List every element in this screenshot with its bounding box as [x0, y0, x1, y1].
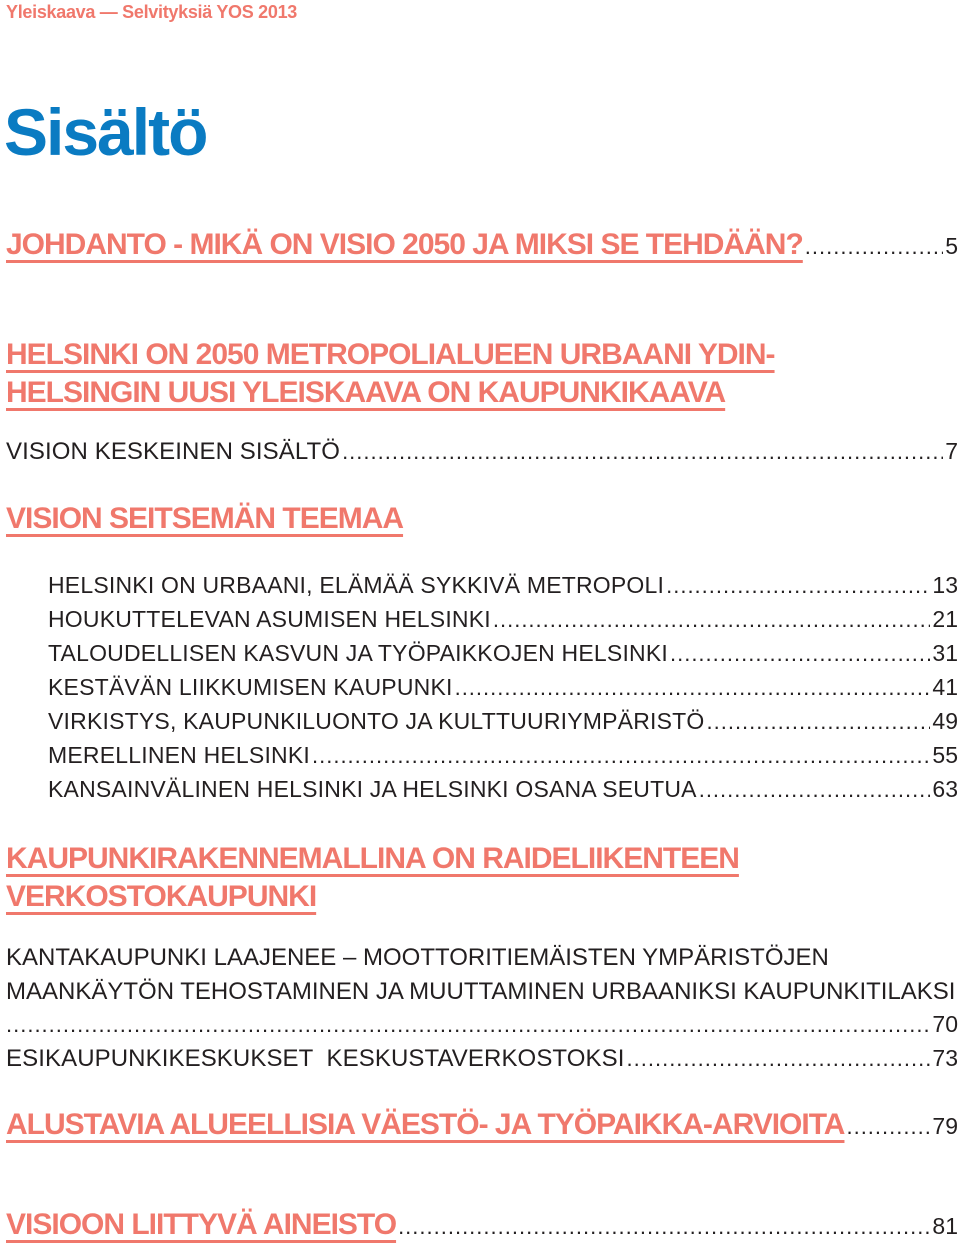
toc-entry-label: KANSAINVÄLINEN HELSINKI JA HELSINKI OSANA SEUTUA — [48, 776, 697, 802]
toc-entry-theme[interactable] — [48, 606, 958, 633]
toc-section-heading-1[interactable] — [6, 336, 775, 412]
page-number: 55 — [932, 742, 958, 768]
page-number: 70 — [932, 1011, 958, 1037]
toc-entry-intro[interactable] — [6, 228, 958, 262]
dot-leader — [846, 1114, 930, 1140]
toc-entry-label: ALUSTAVIA ALUEELLISIA VÄESTÖ- JA TYÖPAIKKA-ARVIOITA — [6, 1108, 845, 1141]
section-heading-line: HELSINGIN UUSI YLEISKAAVA ON KAUPUNKIKAAVA — [6, 376, 726, 409]
toc-entry-kantakaupunki-line2[interactable]: MAANKÄYTÖN TEHOSTAMINEN JA MUUTTAMINEN URBAANIKSI KAUPUNKITILAKSI — [6, 978, 956, 1005]
toc-entry-label: VIRKISTYS, KAUPUNKILUONTO JA KULTTUURIYMPÄRISTÖ — [48, 708, 705, 734]
page-number: 31 — [932, 640, 958, 666]
page-number: 41 — [932, 674, 958, 700]
dot-leader — [707, 709, 931, 735]
running-header: Yleiskaava — Selvityksiä YOS 2013 — [6, 2, 297, 22]
toc-entry-theme[interactable] — [48, 572, 958, 599]
toc-entry-section-4[interactable] — [6, 1108, 958, 1142]
dot-leader — [342, 439, 943, 465]
toc-entry-label: KESTÄVÄN LIIKKUMISEN KAUPUNKI — [48, 674, 453, 700]
section-heading-line: HELSINKI ON 2050 METROPOLIALUEEN URBAANI YDIN- — [6, 338, 775, 371]
dot-leader — [699, 777, 931, 803]
toc-entry-label: JOHDANTO - MIKÄ ON VISIO 2050 JA MIKSI SE TEHDÄÄN? — [6, 228, 803, 261]
toc-entry-label: HELSINKI ON URBAANI, ELÄMÄÄ SYKKIVÄ METROPOLI — [48, 572, 665, 598]
dot-leader — [493, 607, 931, 633]
toc-entry-theme[interactable] — [48, 640, 958, 667]
toc-entry-theme[interactable] — [48, 708, 958, 735]
section-heading-line: VISION SEITSEMÄN TEEMAA — [6, 502, 404, 535]
section-heading-line: KAUPUNKIRAKENNEMALLINA ON RAIDELIIKENTEEN — [6, 842, 739, 875]
section-heading-line: VERKOSTOKAUPUNKI — [6, 880, 317, 913]
page-number: 79 — [932, 1113, 958, 1139]
toc-entry-theme[interactable] — [48, 776, 958, 803]
toc-entry-label: HOUKUTTELEVAN ASUMISEN HELSINKI — [48, 606, 491, 632]
toc-entry-section-5[interactable] — [6, 1208, 958, 1242]
dot-leader — [805, 234, 943, 260]
dot-leader — [670, 641, 930, 667]
toc-entry-theme[interactable] — [48, 742, 958, 769]
toc-section-heading-3[interactable] — [6, 840, 739, 916]
dot-leader — [6, 1012, 930, 1038]
dot-leader — [455, 675, 931, 701]
page-number: 63 — [932, 776, 958, 802]
page-title: Sisältö — [4, 95, 207, 169]
toc-entry-label: TALOUDELLISEN KASVUN JA TYÖPAIKKOJEN HELSINKI — [48, 640, 668, 666]
page-number: 49 — [932, 708, 958, 734]
page-number: 21 — [932, 606, 958, 632]
toc-entry-label: VISION KESKEINEN SISÄLTÖ — [6, 438, 341, 465]
page-number: 7 — [945, 438, 958, 464]
toc-entry-label: MERELLINEN HELSINKI — [48, 742, 310, 768]
toc-entry-esikaupunki[interactable] — [6, 1045, 958, 1073]
toc-entry-label: VISIOON LIITTYVÄ AINEISTO — [6, 1208, 397, 1241]
page-number: 73 — [932, 1045, 958, 1071]
toc-entry-vision-core[interactable] — [6, 438, 958, 466]
page-number: 81 — [932, 1213, 958, 1239]
dot-leader — [398, 1214, 930, 1240]
toc-section-heading-2[interactable] — [6, 500, 403, 538]
page-number: 5 — [945, 233, 958, 259]
toc-entry-label: ESIKAUPUNKIKESKUKSET KESKUSTAVERKOSTOKSI — [6, 1045, 625, 1072]
dot-leader — [312, 743, 930, 769]
dot-leader — [666, 573, 930, 599]
toc-entry-theme[interactable] — [48, 674, 958, 701]
toc-entry-kantakaupunki-page-line[interactable] — [6, 1011, 958, 1038]
dot-leader — [627, 1046, 931, 1072]
page-number: 13 — [932, 572, 958, 598]
toc-entry-kantakaupunki-line1[interactable]: KANTAKAUPUNKI LAAJENEE – MOOTTORITIEMÄISTEN YMPÄRISTÖJEN — [6, 944, 829, 971]
